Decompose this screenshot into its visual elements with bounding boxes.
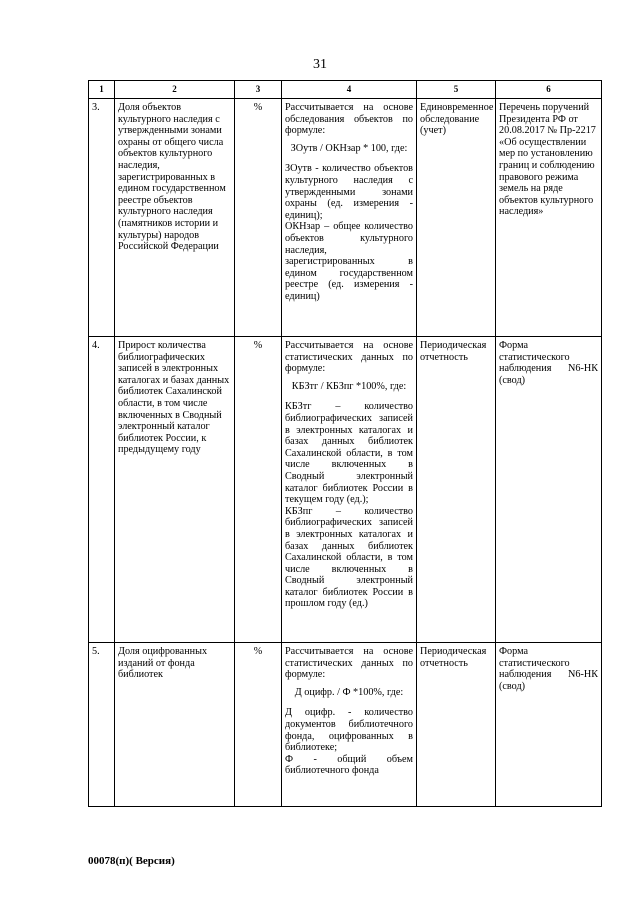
header-cell-5: 5 [417, 81, 496, 99]
method-intro: Рассчитывается на основе статистических данных по формуле: [285, 340, 413, 375]
method-cell [282, 99, 417, 337]
header-cell-6: 6 [496, 81, 602, 99]
header-cell-1: 1 [89, 81, 115, 99]
source-cell: Форма статистического наблюдения N6-НК (свод) [496, 337, 602, 643]
table-row [89, 99, 602, 337]
method-cell [282, 643, 417, 807]
unit-cell: % [235, 99, 282, 337]
method-intro: Рассчитывается на основе обследования объектов по формуле: [285, 102, 413, 137]
document-footer-code: 00078(п)( Версия) [88, 855, 175, 867]
indicators-table [88, 80, 602, 807]
unit-cell: % [235, 337, 282, 643]
header-cell-4: 4 [282, 81, 417, 99]
method-definition: ОКНзар – общее количество объектов культурного наследия, зарегистрированных в едином государственном реестре (ед. измерения - единиц) [285, 221, 413, 302]
method-definition: Ф - общий объем библиотечного фонда [285, 753, 413, 777]
table-row [89, 643, 602, 807]
row-number: 4. [89, 337, 115, 643]
frequency-cell: Периодическая отчетность [417, 643, 496, 807]
header-row [89, 81, 602, 99]
method-formula: ЗОутв / ОКНзар * 100, где: [290, 142, 408, 154]
row-number: 3. [89, 99, 115, 337]
page-number: 31 [313, 57, 327, 72]
method-definition: КБЗтг – количество библиографических записей в электронных каталогах и базах данных библиотек Сахалинской области, в том числе включенных в Сводный электронный каталог библиотек России в текущем году (ед.); [285, 401, 413, 506]
source-cell: Форма статистического наблюдения N6-НК (свод) [496, 643, 602, 807]
method-formula: Д оцифр. / Ф *100%, где: [294, 686, 404, 698]
unit-cell: % [235, 643, 282, 807]
method-definition: КБЗпг – количество библиографических записей в электронных каталогах и базах данных библиотек Сахалинской области, в том числе включенных в Сводный электронный каталог библиотек России в прошлом году (ед.) [285, 505, 413, 610]
method-cell [282, 337, 417, 643]
indicator-name: Прирост количества библиографических записей в электронных каталогах и базах данных библиотек Сахалинской области, в том числе включенных в Сводный электронный каталог библиотек России, к предыдущему году [115, 337, 235, 643]
indicator-name: Доля оцифрованных изданий от фонда библиотек [115, 643, 235, 807]
method-definition: Д оцифр. - количество документов библиотечного фонда, оцифрованных в библиотеке; [285, 707, 413, 754]
method-intro: Рассчитывается на основе статистических данных по формуле: [285, 646, 413, 681]
method-formula: КБЗтг / КБЗпг *100%, где: [291, 380, 407, 392]
method-definition: ЗОутв - количество объектов культурного наследия с утвержденными зонами охраны (ед. измерения - единиц); [285, 163, 413, 221]
table-row [89, 337, 602, 643]
source-cell: Перечень поручений Президента РФ от 20.08.2017 № Пр-2217 «Об осуществлении мер по установлению границ и соблюдению правового режима земель на ряде объектов культурного наследия» [496, 99, 602, 337]
header-cell-2: 2 [115, 81, 235, 99]
row-number: 5. [89, 643, 115, 807]
frequency-cell: Единовременное обследование (учет) [417, 99, 496, 337]
frequency-cell: Периодическая отчетность [417, 337, 496, 643]
header-cell-3: 3 [235, 81, 282, 99]
indicator-name: Доля объектов культурного наследия с утвержденными зонами охраны от общего числа объектов культурного наследия, зарегистрированных в едином государственном реестре объектов культурного наследия (памятников истории и культуры) народов Российской Федерации [115, 99, 235, 337]
